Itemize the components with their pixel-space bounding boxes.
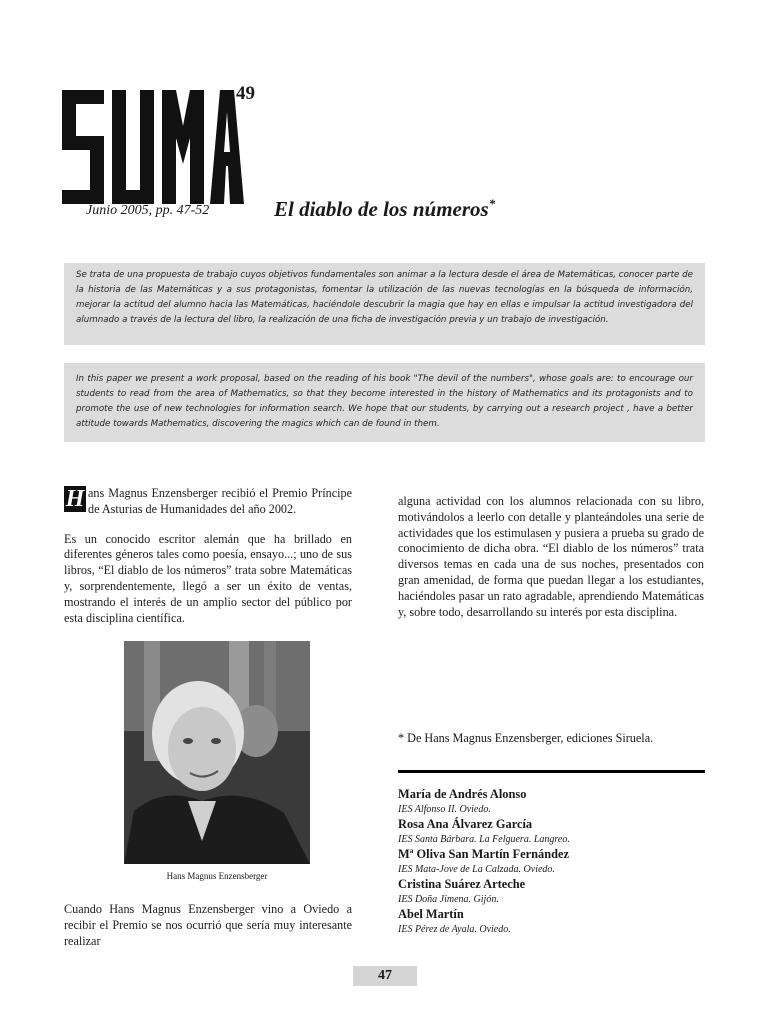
- paragraph-1: [64, 486, 352, 518]
- authors-list: [398, 787, 705, 937]
- author-name: Abel Martín: [398, 907, 464, 921]
- abstract-spanish: Se trata de una propuesta de trabajo cuyos objetivos fundamentales son animar a la lectura desde el área de Matemáticas, conocer parte de la historia de las Matemáticas y a sus protagonistas, fomentar la utilización de las nuevas tecnologías en la búsqueda de información, mejorar la actitud del alumno hacia las Matemáticas, haciéndole descubrir la magia que hay en ellas e impulsar la actitud investigadora del alumnado a través de la lectura del libro, la realización de una ficha de investigación previa y un trabajo de investigación.: [64, 263, 705, 345]
- author-entry: [398, 787, 705, 817]
- paragraph-2: Es un conocido escritor alemán que ha brillado en diferentes géneros tales como poesía, ensayo...; uno de sus libros, “El diablo de los números” trata sobre Matemáticas y, sorprendentemente, llegó a ser un éxito de ventas, mostrando el interés de un amplio sector del público por esta disciplina científica.: [64, 531, 352, 625]
- drop-cap: H: [65, 486, 85, 512]
- logo-letter-u: [112, 90, 154, 204]
- article-title-text: El diablo de los números: [274, 197, 489, 221]
- body-left-column: [64, 486, 352, 640]
- logo-letter-m: [162, 90, 204, 204]
- paragraph-3: Cuando Hans Magnus Enzensberger vino a Oviedo a recibir el Premio se nos ocurrió que sería muy interesante realizar: [64, 902, 352, 948]
- author-affiliation: IES Santa Bárbara. La Felguera. Langreo.: [398, 834, 570, 845]
- abstract-english: In this paper we present a work proposal, based on the reading of his book "The devil of the numbers", whose goals are: to encourage our students to read from the area of Mathematics, so that they become interested in the history of Mathematics and its protagonists and to promote the use of new technologies for information search. We hope that our students, by carrying out a research project , have a better attitude towards Mathematics, discovering the magics which can de found in them.: [64, 363, 705, 442]
- issue-number: 49: [236, 83, 255, 104]
- author-name: María de Andrés Alonso: [398, 787, 527, 801]
- author-photo: [124, 641, 310, 864]
- paragraph-1-text: ans Magnus Enzensberger recibió el Premio Príncipe de Asturias de Humanidades del año 2002.: [88, 486, 352, 516]
- authors-divider: [398, 770, 705, 773]
- author-name: Cristina Suárez Arteche: [398, 877, 526, 891]
- author-entry: [398, 877, 705, 907]
- suma-logo: [62, 86, 252, 206]
- page-number: 47: [353, 966, 417, 986]
- paragraph-4: alguna actividad con los alumnos relacionada con su libro, motivándolos a leerlo con detalle y planteándoles una serie de actividades que los estimulasen y pusiera a prueba su grado de conocimiento de dicha obra. “El diablo de los números” trata diversos temas en cada una de sus noches, presentados con gran amenidad, de forma que puedan llegar a los estudiantes, haciéndoles pasar un rato agradable, aprendiendo Matemáticas y, sobre todo, desarrollando su interés por esta disciplina.: [398, 494, 704, 619]
- body-left-column-bottom: [64, 902, 352, 963]
- issue-date-pages: Junio 2005, pp. 47-52: [86, 203, 210, 218]
- author-name: Mª Oliva San Martín Fernández: [398, 847, 569, 861]
- logo-letter-a: [210, 90, 244, 204]
- author-entry: [398, 847, 705, 877]
- footnote: * De Hans Magnus Enzensberger, ediciones Siruela.: [398, 731, 654, 745]
- article-title: [274, 196, 495, 222]
- author-affiliation: IES Mata-Jove de La Calzada. Oviedo.: [398, 864, 555, 875]
- title-footnote-mark: *: [488, 196, 496, 211]
- portrait-illustration: [124, 641, 310, 864]
- author-affiliation: IES Pérez de Ayala. Oviedo.: [398, 924, 511, 935]
- body-right-column: [398, 494, 704, 634]
- author-affiliation: IES Alfonso II. Oviedo.: [398, 804, 491, 815]
- author-entry: [398, 817, 705, 847]
- author-entry: [398, 907, 705, 937]
- author-affiliation: IES Doña Jimena. Gijón.: [398, 894, 499, 905]
- photo-caption: Hans Magnus Enzensberger: [166, 871, 268, 881]
- author-name: Rosa Ana Álvarez García: [398, 817, 533, 831]
- logo-letter-s: [62, 90, 104, 204]
